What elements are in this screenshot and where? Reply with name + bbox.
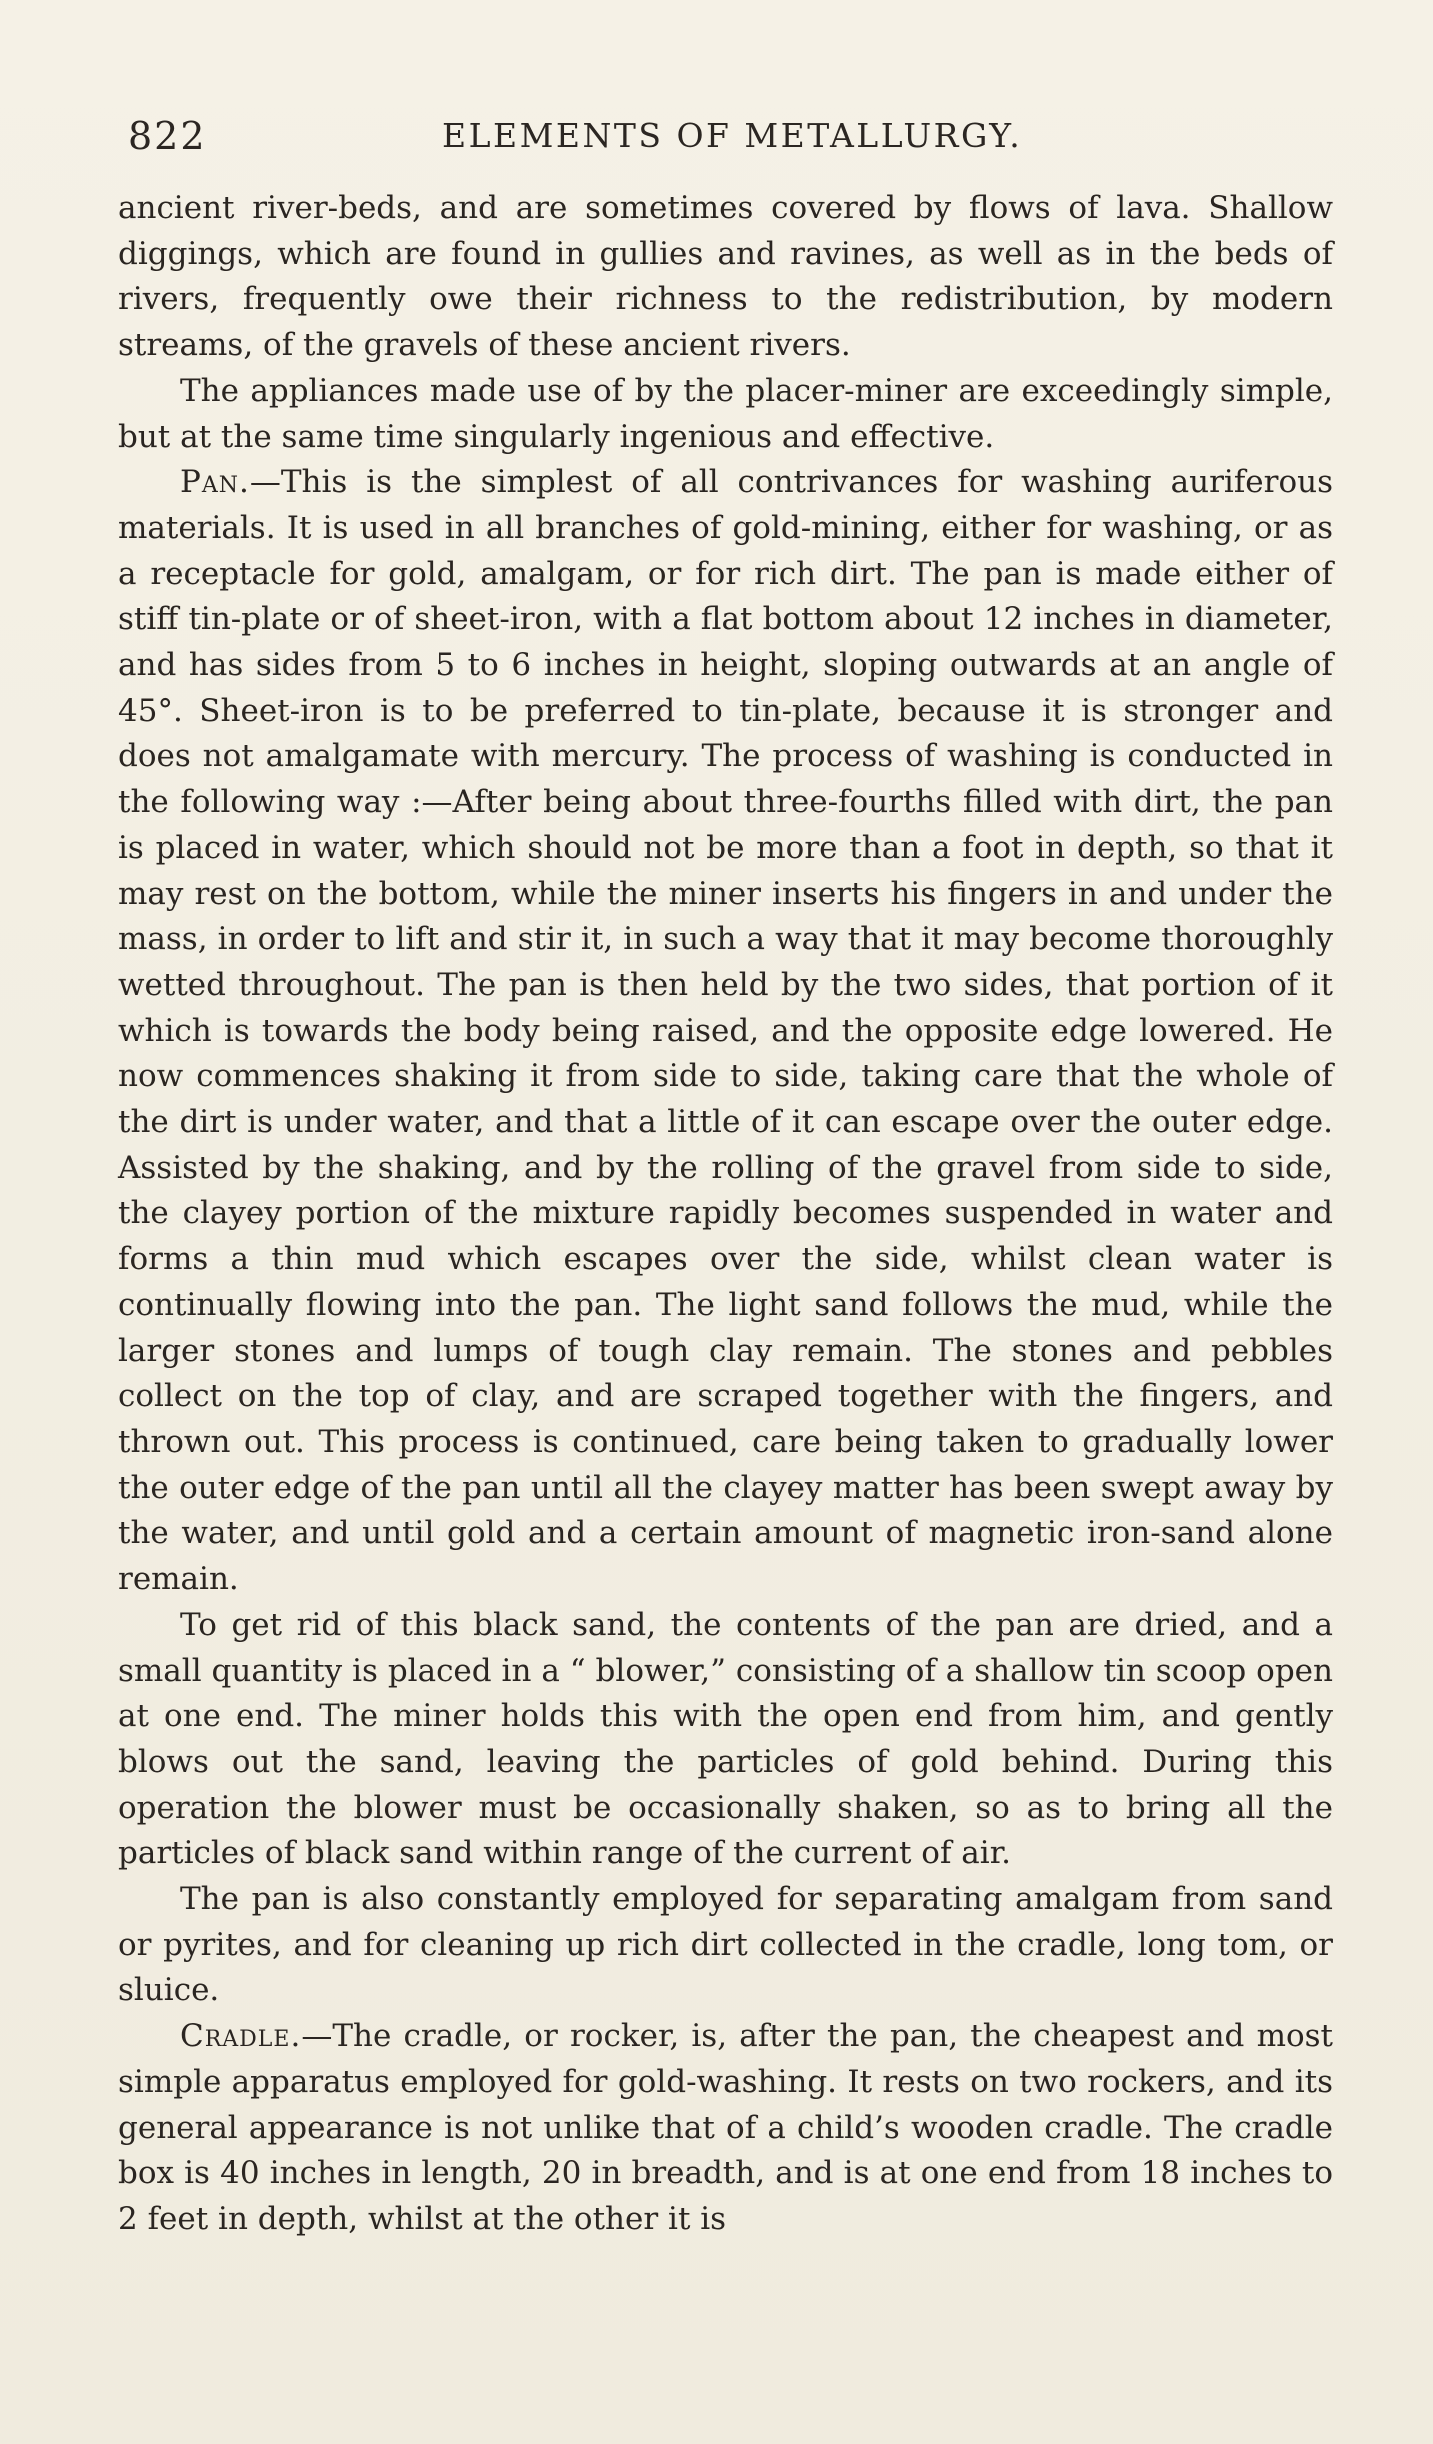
paragraph-text: The pan is also constantly employed for separating amalgam from sand or pyrites, and for cleaning up rich dirt collected in the cradle, long tom, or sluice. [118,1881,1333,2009]
running-title: ELEMENTS OF METALLURGY. [442,116,1023,155]
paragraph-black-sand [118,1603,1333,1877]
paragraph-continuation [118,186,1333,369]
paragraph-pan-uses [118,1877,1333,2014]
section-lead-cradle: Cradle. [180,2018,302,2055]
page-header [118,108,1328,168]
paragraph-text: To get rid of this black sand, the contents of the pan are dried, and a small quantity is placed in a “ blower,” consisting of a shallow tin scoop open at one end. The miner holds this with the open end from him, and gently blows out the sand, leaving the particles of gold behind. During this operation the blower must be occasionally shaken, so as to bring all the particles of black sand within range of the current of air. [118,1606,1333,1872]
section-lead-pan: Pan. [180,464,250,501]
paragraph-text: —This is the simplest of all contrivances for washing auriferous materials. It is used in all branches of gold-mining, either for washing, or as a receptacle for gold, amalgam, or for rich dirt. The pan is made either of stiff tin-plate or of sheet-iron, with a flat bottom about 12 inches in diameter, and has sides from 5 to 6 inches in height, sloping outwards at an angle of 45°. Sheet-iron is to be preferred to tin-plate, because it is stronger and does not amalgamate with mercury. The process of washing is conducted in the following way :—After being about three-fourths filled with dirt, the pan is placed in water, which should not be more than a foot in depth, so that it may rest on the bottom, while the miner inserts his fingers in and under the mass, in order to lift and stir it, in such a way that it may become thoroughly wetted throughout. The pan is then held by the two sides, that portion of it which is towards the body being raised, and the opposite edge lowered. He now commences shaking it from side to side, taking care that the whole of the dirt is under water, and that a little of it can escape over the outer edge. Assisted by the shaking, and by the rolling of the gravel from side to side, the clayey portion of the mixture rapidly becomes suspended in water and forms a thin mud which escapes over the side, whilst clean water is continually flowing into the pan. The light sand follows the mud, while the larger stones and lumps of tough clay remain. The stones and pebbles collect on the top of clay, and are scraped together with the fingers, and thrown out. This process is continued, care being taken to gradually lower the outer edge of the pan until all the clayey matter has been swept away by the water, and until gold and a certain amount of magnetic iron-sand alone remain. [118,464,1333,1598]
paragraph-pan [118,460,1333,1603]
paragraph-appliances [118,369,1333,460]
paragraph-text: The appliances made use of by the placer-miner are exceedingly simple, but at the same time singularly ingenious and effective. [118,372,1333,455]
paragraph-text: ancient river-beds, and are sometimes covered by flows of lava. Shallow diggings, which are found in gullies and ravines, as well as in the beds of rivers, frequently owe their richness to the redistribution, by modern streams, of the gravels of these ancient rivers. [118,190,1333,364]
paragraph-text: —The cradle, or rocker, is, after the pan, the cheapest and most simple apparatus employed for gold-washing. It rests on two rockers, and its general appearance is not unlike that of a child’s wooden cradle. The cradle box is 40 inches in length, 20 in breadth, and is at one end from 18 inches to 2 feet in depth, whilst at the other it is [118,2018,1333,2237]
body-text [118,186,1333,2243]
paragraph-cradle [118,2014,1333,2243]
page-number: 822 [128,114,207,158]
